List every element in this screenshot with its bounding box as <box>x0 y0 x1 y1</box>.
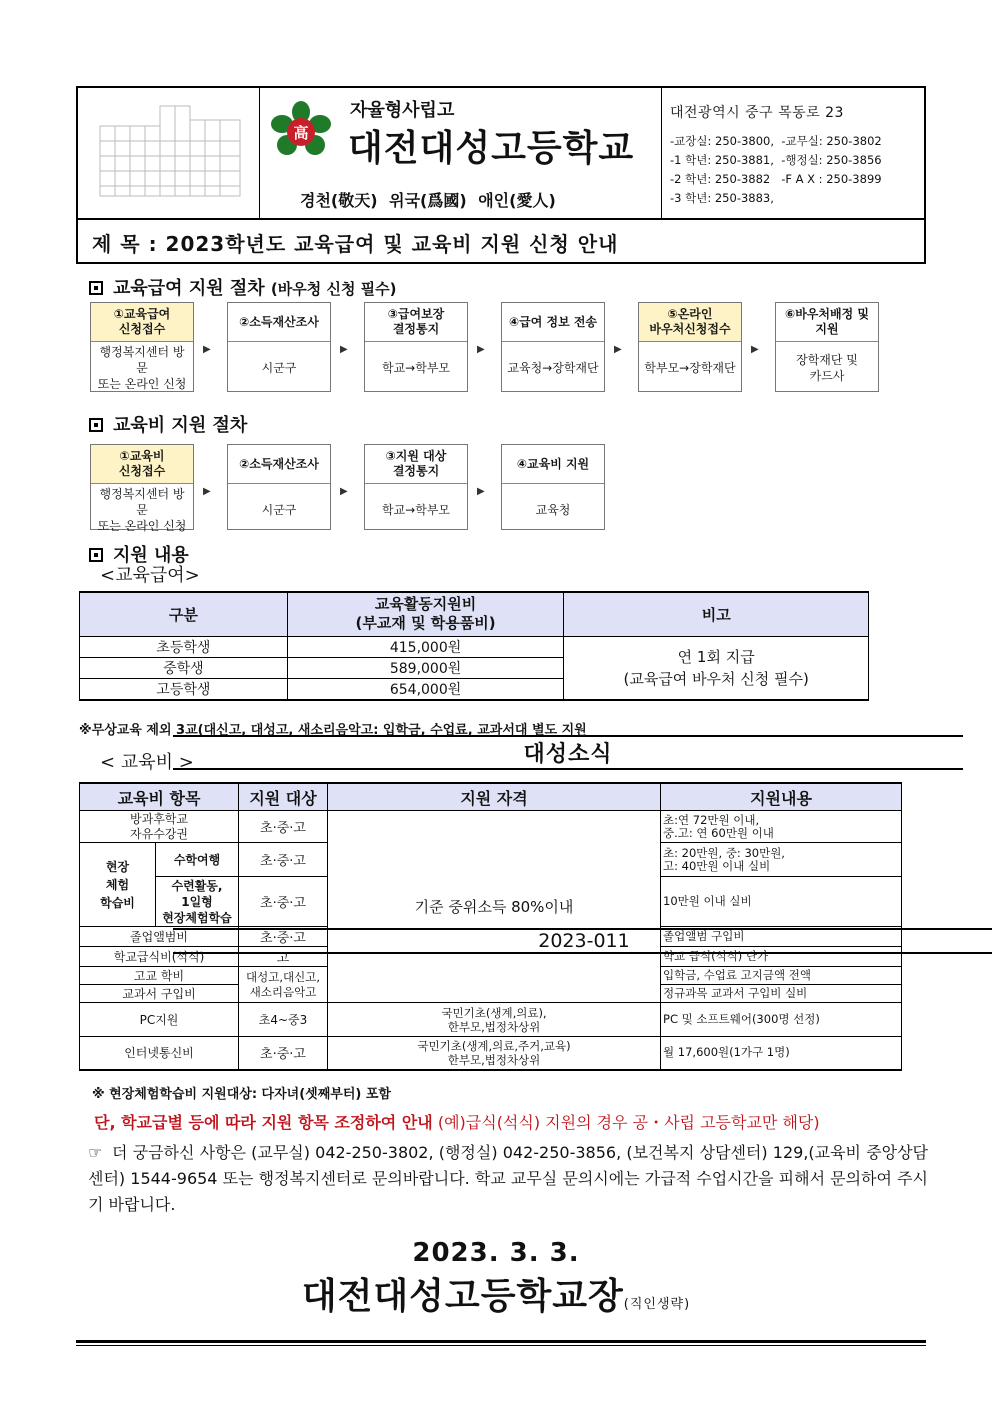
target-cell: 초4~중3 <box>239 1003 328 1037</box>
school-motto: 경천(敬天) 위국(爲國) 애인(愛人) <box>300 191 556 210</box>
content-cell: 10만원 이내 실비 <box>661 877 902 927</box>
arrow-right-icon: ▶ <box>751 344 759 355</box>
arrow-right-icon: ▶ <box>614 344 622 355</box>
remark-cell: 연 1회 지급 (교육급여 바우처 신청 필수) <box>564 636 869 700</box>
col-header-target: 지원 대상 <box>239 783 328 811</box>
process-step <box>364 302 468 392</box>
process-step-actor: 행정복지센터 방문 또는 온라인 신청 <box>97 344 187 391</box>
col-header-content: 지원내용 <box>661 783 902 811</box>
square-bullet-icon <box>89 418 103 432</box>
content-cell: 학교 급식(석식) 단가 <box>661 947 902 967</box>
qualification-cell: 국민기초(생계,의료,주거,교육) 한부모,법정차상위 <box>328 1037 661 1070</box>
principal-title: 대전대성고등학교장 <box>301 1276 624 1317</box>
school-address: 대전광역시 중구 목동로 23 <box>670 105 844 121</box>
contact-panel <box>662 88 924 218</box>
row-label: 고등학생 <box>80 678 288 700</box>
section-title: 교육급여 지원 절차 <box>113 278 265 299</box>
section-title: 교육비 지원 절차 <box>113 415 248 436</box>
inquiry-text: 더 궁금하신 사항은 (교무실) 042-250-3802, (행정실) 042-250-3856, (보건복지 상담센터) 129,(교육비 중앙상담센터) 1544-9654 또는 행정복지센터로 문의바랍니다. 학교 교무실 문의시에는 가급적 수업시간을 피해서 문의하여 주시기 바랍니다. <box>88 1143 928 1214</box>
process-step <box>364 444 468 530</box>
school-identity <box>260 88 662 218</box>
square-bullet-icon <box>89 548 103 562</box>
footer-divider <box>76 1340 926 1343</box>
school-emblem-icon <box>270 100 332 162</box>
process-step-title: ④교육비 지원 <box>502 445 604 484</box>
adjustment-notice <box>94 1110 820 1133</box>
content-cell: 졸업앨범 구입비 <box>661 927 902 947</box>
svg-text:高: 高 <box>293 124 309 142</box>
school-name: 대전대성고등학교 <box>348 128 635 169</box>
process-step-title: ③급여보장 결정통지 <box>365 303 467 342</box>
subheading-edu-benefit: <교육급여> <box>100 565 200 586</box>
process-step-title: ①교육급여 신청접수 <box>91 303 193 342</box>
newsletter-name: 대성소식 <box>173 735 963 770</box>
col-header-item: 교육비 항목 <box>80 783 239 811</box>
subheading-edu-cost: < 교육비 > <box>100 752 194 773</box>
content-cell: 정규과목 교과서 구입비 실비 <box>661 985 902 1003</box>
section-title: 지원 내용 <box>113 545 189 566</box>
arrow-right-icon: ▶ <box>477 344 485 355</box>
footer-divider-thin <box>76 1345 926 1346</box>
phone-directory: -교장실: 250-3800, -교무실: 250-3802 -1 학년: 250-3881, -행정실: 250-3856 -2 학년: 250-3882 -F A X : 250-3899 -3 학년: 250-3883, <box>670 134 882 205</box>
adjustment-notice-bold: 단, 학교급별 등에 따라 지원 항목 조정하여 안내 <box>94 1113 433 1132</box>
adjustment-notice-example: (예)급식(석식) 지원의 경우 공・사립 고등학교만 해당) <box>432 1113 820 1132</box>
item-meal: 학교급식비(석식) <box>80 947 239 967</box>
row-amount: 654,000원 <box>287 678 564 700</box>
content-cell: PC 및 소프트웨어(300명 선정) <box>661 1003 902 1037</box>
edu-benefit-table <box>79 591 869 701</box>
target-cell: 초·중·고 <box>239 877 328 927</box>
arrow-right-icon: ▶ <box>203 344 211 355</box>
col-header-category: 구분 <box>80 592 288 636</box>
content-cell: 입학금, 수업료 고지금액 전액 <box>661 967 902 985</box>
item-textbook: 교과서 구입비 <box>80 985 239 1003</box>
col-header-amount: 교육활동지원비 (부교재 및 학용품비) <box>287 592 564 636</box>
document-title: 제 목 : 2023학년도 교육급여 및 교육비 지원 신청 안내 <box>76 220 926 264</box>
section-heading-edu-cost <box>89 411 247 437</box>
table-row <box>80 1037 902 1070</box>
target-cell: 고 <box>239 947 328 967</box>
process-step-title: ②소득재산조사 <box>228 303 330 342</box>
item-afterschool: 방과후학교 자유수강권 <box>80 811 239 843</box>
row-amount: 589,000원 <box>287 657 564 678</box>
col-header-remark: 비고 <box>564 592 869 636</box>
pointing-hand-icon: ☞ <box>88 1143 103 1162</box>
process-step-title: ②소득재산조사 <box>228 445 330 484</box>
process-step <box>90 444 194 533</box>
square-bullet-icon <box>89 281 103 295</box>
process-step-actor: 교육청→장학재단 <box>507 360 599 375</box>
process-step <box>775 302 879 392</box>
section-heading-edu-benefit <box>89 274 397 300</box>
process-step-title: ③지원 대상 결정통지 <box>365 445 467 484</box>
target-cell: 초·중·고 <box>239 843 328 877</box>
process-step <box>227 444 331 530</box>
section-subtitle: (바우청 신청 필수) <box>270 280 397 298</box>
process-step-title: ⑥바우처배정 및 지원 <box>776 303 878 342</box>
target-cell: 대성고,대신고, 새소리음악고 <box>239 967 328 1003</box>
arrow-right-icon: ▶ <box>340 344 348 355</box>
arrow-right-icon: ▶ <box>477 486 485 497</box>
item-pc: PC지원 <box>80 1003 239 1037</box>
process-step <box>227 302 331 392</box>
row-label: 초등학생 <box>80 636 288 657</box>
edu-cost-table <box>79 782 902 1071</box>
content-cell: 월 17,600원(1가구 1명) <box>661 1037 902 1070</box>
school-type: 자율형사립고 <box>350 100 455 121</box>
inquiry-note <box>88 1140 928 1218</box>
process-step-actor: 학부모→장학재단 <box>644 360 736 375</box>
qualification-cell: 국민기초(생계,의료), 한부모,법정차상위 <box>328 1003 661 1037</box>
process-step <box>638 302 742 392</box>
table-row <box>80 636 869 657</box>
process-step <box>90 302 194 392</box>
newsletter-number: 2023-011 <box>173 928 992 954</box>
process-step-actor: 행정복지센터 방문 또는 온라인 신청 <box>97 486 187 533</box>
process-step-actor: 장학재단 및 카드사 <box>796 352 858 383</box>
issue-date: 2023. 3. 3. <box>412 1238 580 1268</box>
content-cell: 초:연 72만원 이내, 중.고: 연 60만원 이내 <box>661 811 902 843</box>
target-cell: 초·중·고 <box>239 1037 328 1070</box>
process-step-actor: 학교→학부모 <box>381 502 450 517</box>
shared-qualification: 기준 중위소득 80%이내 <box>328 811 661 1003</box>
process-step-title: ④급여 정보 전송 <box>502 303 604 342</box>
process-step-title: ⑤온라인 바우처신청접수 <box>639 303 741 342</box>
item-training: 수련활동, 1일형 현장체험학습 <box>156 877 239 927</box>
arrow-right-icon: ▶ <box>203 486 211 497</box>
process-step-title: ①교육비 신청접수 <box>91 445 193 484</box>
school-building-image <box>90 96 250 208</box>
process-step-actor: 시군구 <box>261 360 297 375</box>
seal-note: (직인생략) <box>623 1297 691 1312</box>
item-internet: 인터넷통신비 <box>80 1037 239 1070</box>
item-school-trip: 수학여행 <box>156 843 239 877</box>
table-row <box>80 1003 902 1037</box>
target-cell: 초·중·고 <box>239 927 328 947</box>
row-label: 중학생 <box>80 657 288 678</box>
arrow-right-icon: ▶ <box>340 486 348 497</box>
table-row <box>80 811 902 843</box>
process-step <box>501 302 605 392</box>
process-step-actor: 시군구 <box>261 502 297 517</box>
free-education-note: ※무상교육 제외 3교(대신고, 대성고, 새소리음악고: 입학금, 수업료, 교과서대 별도 지원 <box>79 723 587 738</box>
process-step-actor: 학교→학부모 <box>381 360 450 375</box>
col-header-qualification: 지원 자격 <box>328 783 661 811</box>
row-amount: 415,000원 <box>287 636 564 657</box>
item-tuition: 고교 학비 <box>80 967 239 985</box>
field-trip-group-label: 현장 체험 학습비 <box>80 843 156 927</box>
field-trip-note: ※ 현장체험학습비 지원대상: 다자녀(셋째부터) 포함 <box>92 1087 391 1102</box>
signature-line <box>0 1268 992 1319</box>
content-cell: 초: 20만원, 중: 30만원, 고: 40만원 이내 실비 <box>661 843 902 877</box>
process-step-actor: 교육청 <box>535 502 571 517</box>
target-cell: 초·중·고 <box>239 811 328 843</box>
item-album: 졸업앨범비 <box>80 927 239 947</box>
process-step <box>501 444 605 530</box>
